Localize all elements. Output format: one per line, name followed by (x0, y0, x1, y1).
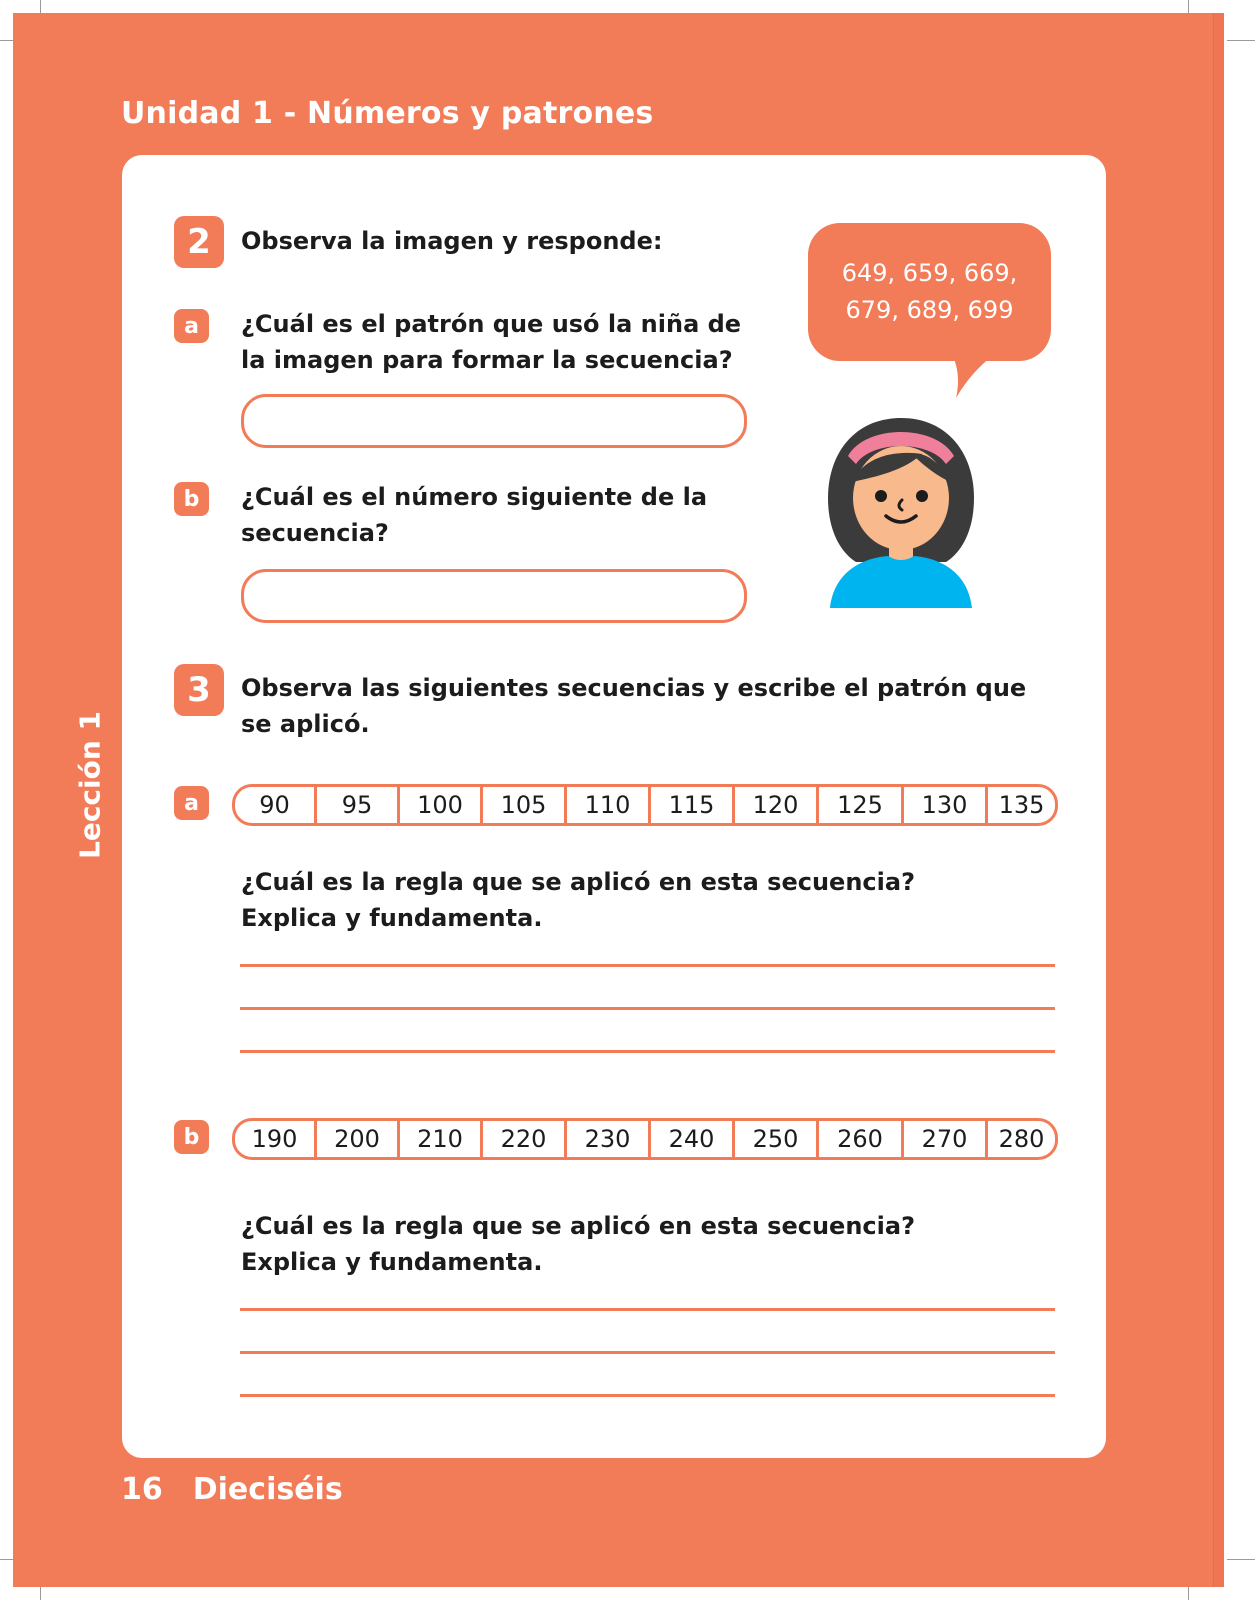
activity-3-number-badge: 3 (174, 664, 224, 716)
activity-3a-writing-line[interactable] (240, 1050, 1055, 1053)
sequence-cell: 100 (400, 787, 483, 823)
speech-bubble (808, 223, 1051, 361)
girl-with-headband-icon (826, 412, 976, 608)
sequence-cell: 90 (235, 787, 317, 823)
sequence-cell: 200 (317, 1121, 400, 1157)
sequence-cell: 210 (400, 1121, 483, 1157)
activity-3b-sequence-strip (232, 1118, 1058, 1160)
activity-3a-sequence-strip (232, 784, 1058, 826)
sequence-cell: 280 (998, 1125, 1045, 1153)
page-footer (121, 1472, 343, 1507)
activity-3-prompt-line1: Observa las siguientes secuencias y escribe el patrón que (241, 674, 1027, 702)
activity-2-number-badge: 2 (174, 216, 224, 268)
crop-mark (1227, 40, 1255, 41)
activity-3b-writing-line[interactable] (240, 1308, 1055, 1311)
activity-2b-letter-badge: b (174, 482, 209, 516)
speech-bubble-line1: 649, 659, 669, (841, 259, 1018, 287)
activity-3b-writing-line[interactable] (240, 1351, 1055, 1354)
sequence-cell: 250 (735, 1121, 819, 1157)
sequence-cell: 130 (904, 787, 988, 823)
activity-3b-letter-badge: b (174, 1120, 209, 1154)
activity-3b-question-line2: Explica y fundamenta. (241, 1248, 543, 1276)
page-trim-edge (1213, 13, 1224, 1587)
page-number: 16 (121, 1472, 163, 1507)
activity-3a-writing-line[interactable] (240, 964, 1055, 967)
activity-2-prompt: Observa la imagen y responde: (241, 227, 663, 255)
activity-2b-question-line1: ¿Cuál es el número siguiente de la (241, 483, 708, 511)
sequence-cell: 240 (651, 1121, 735, 1157)
sequence-cell: 125 (819, 787, 904, 823)
activity-3b-question (241, 1208, 915, 1280)
activity-3a-question-line2: Explica y fundamenta. (241, 904, 543, 932)
page-number-word: Dieciséis (192, 1472, 343, 1507)
sequence-cell: 190 (235, 1121, 317, 1157)
speech-bubble-tail-icon (950, 350, 1010, 400)
speech-bubble-line2: 679, 689, 699 (845, 296, 1014, 324)
activity-3-prompt-line2: se aplicó. (241, 710, 370, 738)
sequence-cell: 230 (567, 1121, 651, 1157)
activity-2b-question (241, 479, 707, 551)
unit-title: Unidad 1 - Números y patrones (121, 96, 654, 131)
sequence-cell: 105 (483, 787, 567, 823)
activity-3b-writing-line[interactable] (240, 1394, 1055, 1397)
activity-3a-writing-line[interactable] (240, 1007, 1055, 1010)
crop-mark (1227, 1559, 1255, 1560)
sequence-cell: 135 (998, 791, 1045, 819)
sequence-cell: 120 (735, 787, 819, 823)
activity-2a-letter-badge: a (174, 309, 209, 343)
activity-3a-question (241, 864, 915, 936)
sequence-cell: 115 (651, 787, 735, 823)
activity-2b-answer-field[interactable] (241, 569, 747, 623)
activity-3a-question-line1: ¿Cuál es la regla que se aplicó en esta secuencia? (241, 868, 915, 896)
sequence-cell: 260 (819, 1121, 904, 1157)
lesson-side-tab: Lección 1 (73, 710, 107, 860)
activity-2b-question-line2: secuencia? (241, 519, 389, 547)
activity-2a-question (241, 306, 741, 378)
sequence-cell: 95 (317, 787, 400, 823)
activity-3b-question-line1: ¿Cuál es la regla que se aplicó en esta secuencia? (241, 1212, 915, 1240)
activity-2a-answer-field[interactable] (241, 394, 747, 448)
activity-3-prompt (241, 670, 1026, 742)
sequence-cell: 270 (904, 1121, 988, 1157)
activity-2a-question-line2: la imagen para formar la secuencia? (241, 346, 733, 374)
sequence-cell: 220 (483, 1121, 567, 1157)
sequence-cell: 110 (567, 787, 651, 823)
activity-3a-letter-badge: a (174, 786, 209, 820)
activity-2a-question-line1: ¿Cuál es el patrón que usó la niña de (241, 310, 742, 338)
